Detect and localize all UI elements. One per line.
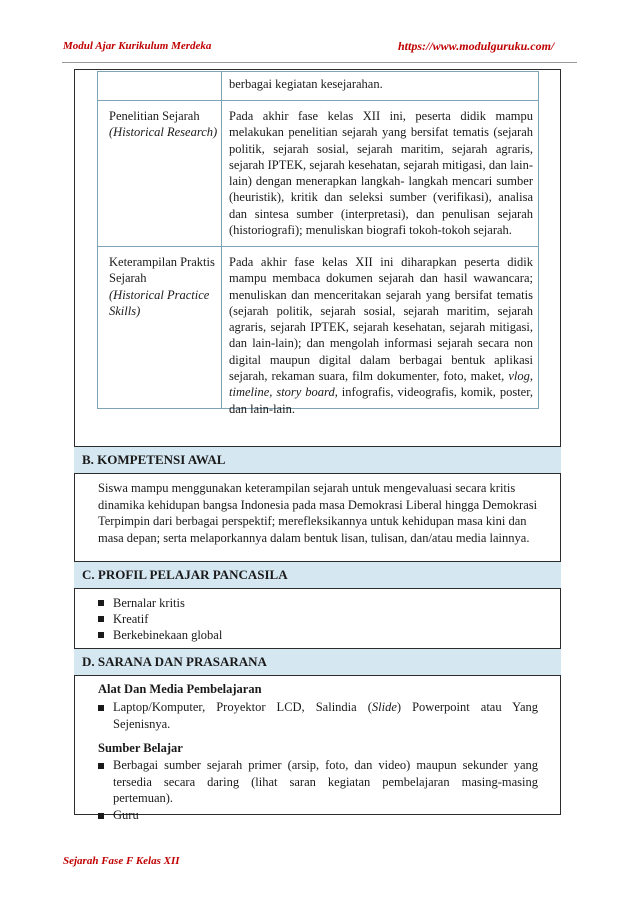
table-row: [98, 100, 538, 246]
section-b-text: Siswa mampu menggunakan keterampilan sejarah untuk mengevaluasi secara kritis dinamika kehidupan bangsa Indonesia pada masa Demokrasi Liberal hingga Demokrasi Terpimpin dari berbagai perspektif; merefleksikannya untuk kehidupan masa kini dan masa depan; serta melaporkannya dalam bentuk lisan, tulisan, dan/atau media lainnya.: [98, 481, 538, 545]
row2-timeline: timeline, story board: [229, 385, 335, 400]
row1-title: Penelitian Sejarah: [109, 109, 200, 123]
media-list: [98, 699, 538, 732]
list-item: Guru: [98, 807, 538, 824]
row2-left: [109, 254, 219, 319]
footer-text: Sejarah Fase F Kelas XII: [63, 855, 180, 867]
row2-title: Keterampilan Praktis Sejarah: [109, 255, 215, 286]
section-d-heading: D. SARANA DAN PRASARANA: [74, 648, 561, 676]
row1-right: Pada akhir fase kelas XII ini, peserta didik mampu melakukan penelitian sejarah yang bersifat tematis (sejarah politik, sejarah sosial, sejarah maritim, sejarah agraris, sejarah IPTEK, sejarah kesehatan, sejarah mitigasi, dan lain-lain) dengan menerapkan langkah- langkah mencari sumber (heuristik), kritik dan seleksi sumber (verifikasi), analisa dan sintesa sumber (interpretasi), dan penulisan sejarah (historiografi); menuliskan biografi tokoh-tokoh sejarah.: [229, 109, 533, 238]
row2-end: , infografis, videografis, komik, poster, dan lain-lain.: [229, 385, 533, 416]
list-item: Berbagai sumber sejarah primer (arsip, foto, dan video) maupun sekunder yang tersedia secara daring (lihat saran kegiatan pembelajaran masing-masing pertemuan).: [98, 757, 538, 807]
row2-vlog: vlog: [508, 369, 530, 384]
row0-right: berbagai kegiatan kesejarahan.: [229, 77, 383, 91]
list-item: Kreatif: [98, 611, 148, 628]
header-rule: [62, 62, 577, 63]
row1-left: [109, 108, 219, 141]
sumber-subheading: Sumber Belajar: [98, 741, 183, 755]
row1-subtitle: (Historical Research): [109, 125, 218, 140]
section-b-heading: B. KOMPETENSI AWAL: [74, 446, 561, 474]
row2-sep: ,: [529, 369, 533, 384]
row2-right-main: Pada akhir fase kelas XII ini diharapkan peserta didik mampu membaca dokumen sejarah dan hasil wawancara; menuliskan dan menceritakan sejarah yang bersifat tematis (sejarah politik, sejarah sosial, sejarah maritim, sejarah agraris, sejarah IPTEK, sejarah kesehatan, sejarah mitigasi, dan lain-lain); dan mengolah informasi sejarah secara non digital maupun digital dalam berbagai bentuk aplikasi sejarah, rekaman suara, film dokumenter, foto, maket,: [229, 255, 533, 384]
sumber-list: [98, 757, 538, 823]
bullet-icon: [98, 763, 104, 769]
row2-right: [229, 254, 533, 417]
bullet-icon: [98, 632, 104, 638]
skills-table: [97, 71, 539, 416]
media-subheading: Alat Dan Media Pembelajaran: [98, 682, 262, 696]
section-c-heading: C. PROFIL PELAJAR PANCASILA: [74, 561, 561, 589]
header-url: https://www.modulguruku.com/: [398, 39, 555, 53]
bullet-icon: [98, 813, 104, 819]
table-row: [98, 72, 538, 100]
bullet-icon: [98, 600, 104, 606]
list-item: Laptop/Komputer, Proyektor LCD, Salindia (Slide) Powerpoint atau Yang Sejenisnya.: [98, 699, 538, 732]
list-item: Berkebinekaan global: [98, 627, 222, 644]
header-left: Modul Ajar Kurikulum Merdeka: [63, 40, 212, 52]
bullet-icon: [98, 705, 104, 711]
bullet-icon: [98, 616, 104, 622]
list-item: Bernalar kritis: [98, 595, 185, 612]
row2-subtitle: (Historical Practice Skills): [109, 287, 210, 318]
table-row: [98, 246, 538, 416]
